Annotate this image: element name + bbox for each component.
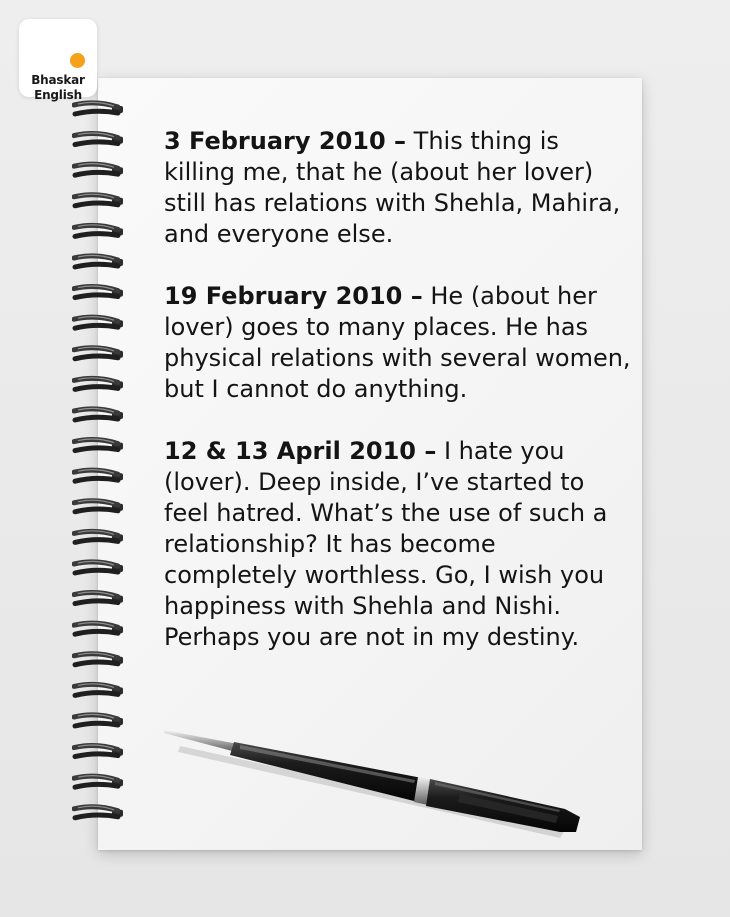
- spiral-coil: [74, 531, 123, 543]
- entry-text: This thing is killing me, that he (about her lover) still has relations with Shehla, Mahira, and everyone else.: [164, 127, 621, 248]
- spiral-coil: [74, 255, 123, 267]
- spiral-coil: [74, 347, 123, 359]
- spiral-coil: [74, 102, 123, 114]
- spiral-coil: [74, 500, 123, 512]
- spiral-coil: [74, 378, 123, 390]
- entry-text: He (about her lover) goes to many places. He has physical relations with several women, but I cannot do anything.: [164, 282, 631, 403]
- pen-icon: [160, 722, 590, 842]
- entry-date: 3 February 2010 –: [164, 127, 407, 155]
- spiral-coil: [74, 439, 123, 451]
- spiral-coil: [74, 653, 123, 665]
- spiral-coil: [74, 133, 123, 145]
- entry-text: I hate you (lover). Deep inside, I’ve started to feel hatred. What’s the use of such a relationship? It has become completely worthless. Go, I wish you happiness with Shehla and Nishi. Perhaps you are not in my destiny.: [164, 437, 608, 651]
- entry-date: 12 & 13 April 2010 –: [164, 437, 437, 465]
- spiral-coil: [74, 745, 123, 757]
- spiral-coil: [74, 225, 123, 237]
- spiral-coil: [74, 561, 123, 573]
- spiral-coil: [74, 408, 123, 420]
- logo-line-1: Bhaskar: [31, 73, 85, 87]
- diary-entry-2: [164, 281, 634, 405]
- spiral-coil: [74, 714, 123, 726]
- bhaskar-english-logo[interactable]: [19, 19, 97, 102]
- spiral-coil: [74, 194, 123, 206]
- spiral-coil: [74, 470, 123, 482]
- diary-entry-1: [164, 126, 634, 250]
- spiral-coil: [74, 286, 123, 298]
- spiral-coil: [74, 164, 123, 176]
- diary-text: [164, 126, 634, 684]
- diary-entry-3: [164, 436, 634, 653]
- spiral-coil: [74, 684, 123, 696]
- logo-line-2: English: [34, 88, 82, 102]
- spiral-binding-icon: [72, 97, 126, 827]
- spiral-coil: [74, 592, 123, 604]
- spiral-coil: [74, 806, 123, 818]
- spiral-coil: [74, 776, 123, 788]
- spiral-coil: [74, 623, 123, 635]
- entry-date: 19 February 2010 –: [164, 282, 423, 310]
- logo-dot-icon: [70, 53, 85, 68]
- spiral-coil: [74, 317, 123, 329]
